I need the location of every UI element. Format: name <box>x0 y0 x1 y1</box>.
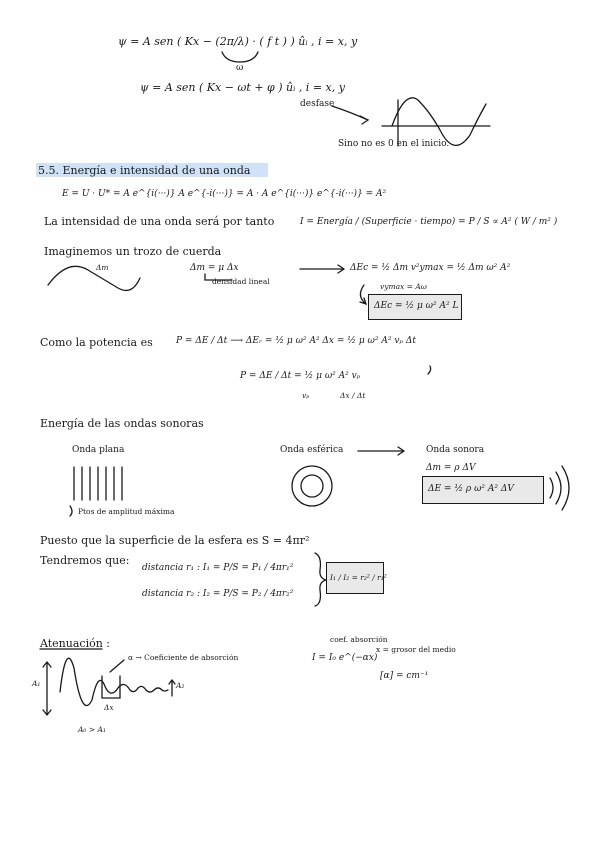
phase-arrow <box>332 106 368 124</box>
vp-label: vₚ <box>302 391 310 400</box>
ratio-box <box>326 562 387 594</box>
string-wave <box>48 263 140 290</box>
brace-distances <box>315 553 326 606</box>
sound-arcs <box>550 466 569 510</box>
ratio-box-text: I₁ / I₂ = r₂² / r₁² <box>330 573 387 582</box>
eq-wave-velocity: ψ = A sen ( Kx − (2π/λ) · ( f t ) ) ûᵢ , i = x, y <box>118 35 358 48</box>
a1-label: A₁ <box>32 679 41 688</box>
omega-brace <box>222 52 258 62</box>
coef-label: coef. absorción <box>330 635 388 644</box>
sound-arrow <box>358 447 404 455</box>
dm-equation: Δm = μ Δx <box>190 263 239 273</box>
box-arrow <box>360 285 366 304</box>
atten-law: I = I₀ e^(−αx) <box>312 653 378 663</box>
string-intro: Imaginemos un trozo de cuerda <box>44 245 222 258</box>
vp-brace <box>428 366 431 374</box>
section-title: 5.5. Energía e intensidad de una onda <box>38 164 251 177</box>
density-label: densidad lineal <box>212 277 270 286</box>
dx-dt: Δx / Δt <box>340 391 366 400</box>
sound-wave-label: Onda sonora <box>426 445 485 455</box>
planes-brace <box>70 506 72 516</box>
plane-wave-lines <box>74 467 122 500</box>
ec-arrow <box>300 265 344 273</box>
atten-title: Atenuación : <box>40 637 110 650</box>
power-text: Como la potencia es <box>40 336 153 349</box>
ec-equation: ΔEc = ½ Δm v²ymax = ½ Δm ω² A² <box>350 263 511 273</box>
spherical-mid <box>301 475 323 497</box>
boxed-ec-text: ΔEc = ½ μ ω² A² L <box>374 301 459 311</box>
dx-label: Δx <box>104 703 114 712</box>
boxed-sound-text: ΔE = ½ ρ ω² A² ΔV <box>428 484 514 494</box>
phase-label: desfase <box>300 99 335 109</box>
tendremos-label: Tendremos que: <box>40 554 130 567</box>
boxed-sound <box>422 476 544 504</box>
dm-label: Δm <box>96 263 109 272</box>
energy-equation: E = U · U* = A e^{i(···)} A e^{-i(···)} = A · A e^{i(···)} e^{-i(···)} = A² <box>62 189 387 199</box>
boxed-ec <box>368 294 462 320</box>
eq-omega: ω <box>236 63 244 73</box>
alpha-label: α → Coeficiente de absorción <box>128 653 239 662</box>
power-equation: P = ΔE / Δt ⟶ ΔEᵣ = ½ μ ω² A² Δx = ½ μ ω² A² vₚ Δt <box>176 336 416 346</box>
distance-1: distancia r₁ : I₁ = P/S = P₁ / 4πr₁² <box>142 563 294 573</box>
sphere-text: Puesto que la superficie de la esfera es S = 4πr² <box>40 534 310 547</box>
phase-note: Sino no es 0 en el inicio. <box>338 139 450 149</box>
dm-av: Δm = ρ ΔV <box>426 463 476 473</box>
eq-wave-general: ψ = A sen ( Kx − ωt + φ ) ûᵢ , i = x, y <box>140 81 345 94</box>
intensity-equation: I = Energía / (Superficie · tiempo) = P / S ∝ A² ( W / m² ) <box>300 217 558 227</box>
intensity-text: La intensidad de una onda será por tanto <box>44 215 275 228</box>
power-result: P = ΔE / Δt = ½ μ ω² A² vₚ <box>240 371 361 381</box>
plane-wave-label: Onda plana <box>72 445 125 455</box>
sound-title: Energía de las ondas sonoras <box>40 417 204 430</box>
spherical-outer <box>292 466 332 506</box>
compare-label: A₀ > A₁ <box>78 725 106 734</box>
a2-label: A₂ <box>176 681 185 690</box>
a1-arrow <box>43 662 51 715</box>
atten-units: [α] = cm⁻¹ <box>380 671 429 681</box>
alpha-pointer <box>110 660 124 672</box>
spherical-wave-label: Onda esférica <box>280 445 344 455</box>
vymax-equation: vymax = Aω <box>380 282 427 291</box>
thickness-label: x = grosor del medio <box>376 645 456 654</box>
planes-label: Ptos de amplitud máxima <box>78 507 175 516</box>
distance-2: distancia r₂ : I₂ = P/S = P₂ / 4πr₂² <box>142 589 294 599</box>
a2-arrow <box>169 680 175 696</box>
